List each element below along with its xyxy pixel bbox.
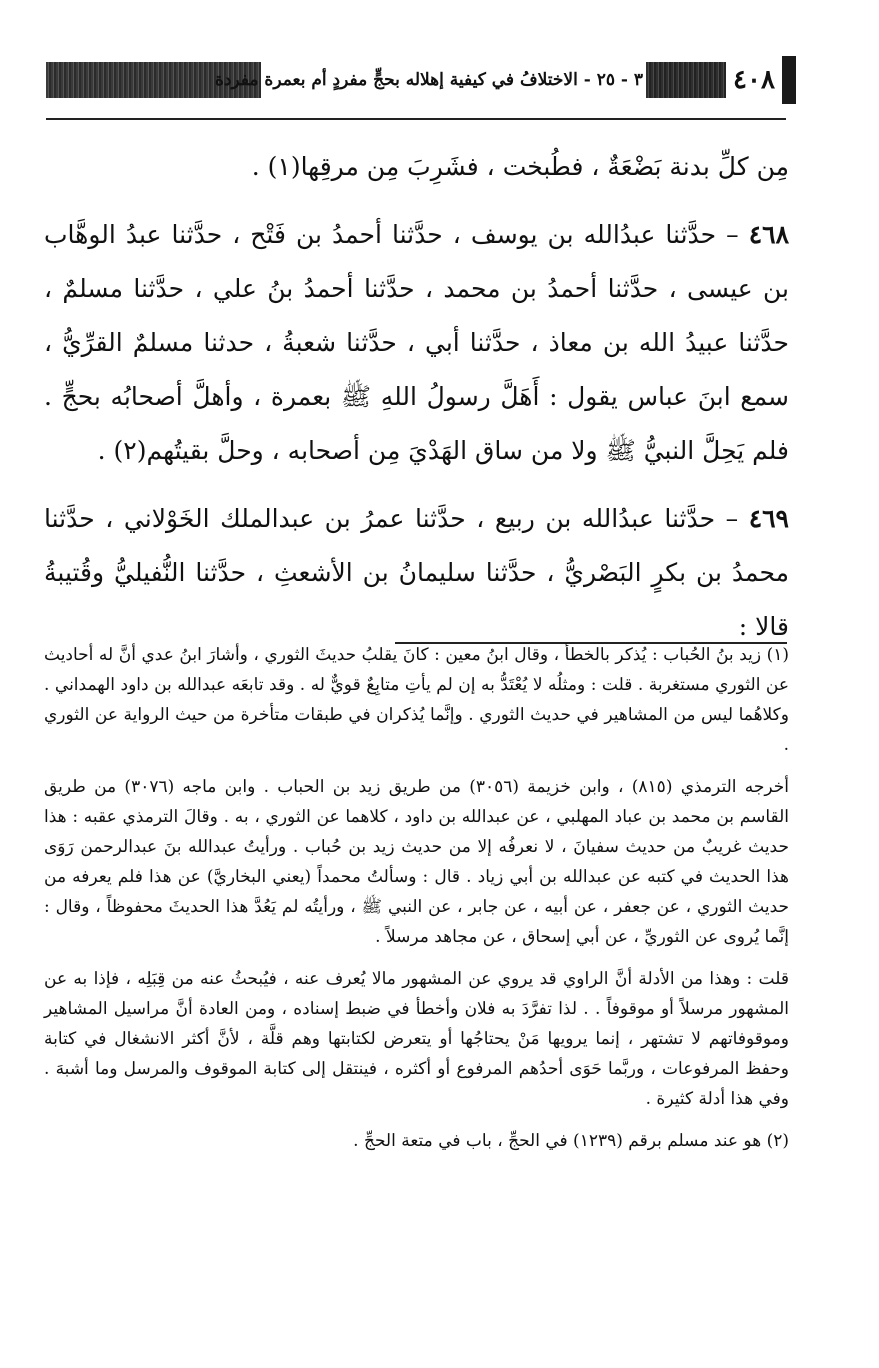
- footnote-1-paragraph-3: قلت : وهذا من الأدلة أنَّ الراوي قد يروي عن المشهور مالا يُعرف عنه ، فيُبحثُ عنه من قِبَلِه ، فإذا به عن المشهور مرسلاً أو موقوفاً . . لذا تفرَّدَ به فلان وأخطأ في ضبط إسناده ، ومن العادة أنَّ مراسيل المشاهير وموقوفاتهم لا تشتهر ، إنما يرويها مَنْ يحتاجُها أو يتعرض لكتابتها وهم قلَّة ، لأنَّ أكثر الانشغال في كتابة وحفظ المرفوعات ، وربَّما حَوَى أحدُهم المرفوع أو أكثره ، فينتقل إلى كتابة الموقوف والمرسل وما أشبهَ . وفي هذا أدلة كثيرة .: [44, 969, 789, 1109]
- footnotes: [44, 640, 789, 1156]
- header-shade-right: [646, 62, 726, 98]
- hadith-468-number: ٤٦٨: [748, 220, 790, 249]
- hadith-468: [44, 208, 789, 478]
- hadith-469-text: – حدَّثنا عبدُالله بن ربيع ، حدَّثنا عمرُ بن عبدالملك الخَوْلاني ، حدَّثنا محمدُ بن بكرٍ البَصْريُّ ، حدَّثنا سليمانُ بن الأشعثِ ، حدَّثنا النُّفيليُّ وقُتيبةُ قالا :: [44, 504, 789, 641]
- footnote-1-paragraph-2: أخرجه الترمذي (٨١٥) ، وابن خزيمة (٣٠٥٦) من طريق زيد بن الحباب . وابن ماجه (٣٠٧٦) من طريق القاسم بن محمد بن عباد المهلبي ، عن عبدالله بن داود ، كلاهما عن الثوري ، به . وقالَ الترمذي عقبه : هذا حديث غريبٌ من حديث سفيانَ ، لا نعرفُه إلا من حديث زيد بن حُباب . ورأيتُ عبدالله بنَ عبدالرحمن رَوَى هذا الحديث في كتبه عن عبدالله بن أبي زياد . قال : وسألتُ محمداً (يعني البخاريَّ) عن هذا فلم يعرفه من حديث الثوري ، عن جعفر ، عن أبيه ، عن جابر ، عن النبي ﷺ ، ورأيتُه لم يَعُدَّ هذا الحديثَ محفوظاً ، وقال : إنَّما يُروى عن الثوريِّ ، عن أبي إسحاق ، عن مجاهد مرسلاً .: [44, 777, 790, 947]
- hadith-469-number: ٤٦٩: [748, 504, 789, 533]
- main-text: [44, 140, 789, 654]
- footnote-1-paragraph-1: (١) زيد بنُ الحُباب : يُذكر بالخطأ ، وقال ابنُ معين : كانَ يقلبُ حديثَ الثوري ، وأشارَ ابنُ عدي أنَّ له أحاديث عن الثوري مستغربة . قلت : ومثلُه لا يُعْتَدُّ به إن لم يأتِ متابِعٌ قويٌّ له . وقد تابعَه عبدالله بن داود الهمداني . وكلاهُما ليس من المشاهير في حديث الثوري . وإنَّما يُذكران في طبقات متأخرة من حيث الرواية عن الثوري .: [44, 645, 789, 755]
- header-edge-bar: [782, 56, 796, 104]
- footnote-2: (٢) هو عند مسلم برقم (١٢٣٩) في الحجِّ ، باب في متعة الحجِّ .: [353, 1131, 789, 1151]
- hadith-469: [44, 492, 789, 654]
- running-title: ٣ - ٢٥ - الاختلافُ في كيفية إهلاله بحجٍّ مفردٍ أم بعمرة مفردة: [214, 70, 643, 90]
- opening-line: مِن كلِّ بدنة بَضْعَةٌ ، فطُبخت ، فشَرِبَ مِن مرقِها(١) .: [251, 152, 789, 181]
- page-header: [46, 52, 786, 110]
- header-rule: [46, 118, 786, 120]
- page-number: ٤٠٨: [733, 65, 775, 95]
- hadith-468-text: – حدَّثنا عبدُالله بن يوسف ، حدَّثنا أحمدُ بن فَتْح ، حدَّثنا عبدُ الوهَّاب بن عيسى ، حدَّثنا أحمدُ بن محمد ، حدَّثنا أحمدُ بنُ علي ، حدَّثنا مسلمٌ ، حدَّثنا عبيدُ الله بن معاذ ، حدَّثنا أبي ، حدَّثنا شعبةُ ، حدثنا مسلمٌ القرِّيُّ ، سمع ابنَ عباس يقول : أَهَلَّ رسولُ اللهِ ﷺ بعمرة ، وأهلَّ أصحابُه بحجٍّ . فلم يَحِلَّ النبيُّ ﷺ ولا من ساق الهَدْيَ مِن أصحابه ، وحلَّ بقيتُهم(٢) .: [44, 220, 789, 465]
